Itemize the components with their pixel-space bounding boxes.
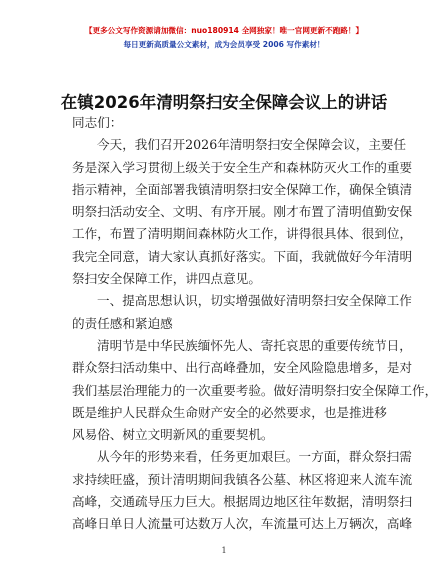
body-line: 祭扫安全保障工作，讲四点意见。	[72, 271, 261, 287]
body-line: 我们基层治理能力的一次重要考验。做好清明祭扫安全保障工作，	[72, 382, 438, 398]
body-line: 群众祭扫活动集中、出行高峰叠加，安全风险隐患增多，是对	[72, 360, 413, 376]
body-line: 高峰日单日人流量可达数万人次，车流量可达上万辆次，高峰	[72, 516, 413, 532]
body-line: 指示精神，全面部署我镇清明祭扫安全保障工作，确保全镇清	[72, 181, 413, 197]
body-line: 清明节是中华民族缅怀先人、寄托哀思的重要传统节日，	[97, 337, 412, 353]
body-line: 从今年的形势来看，任务更加艰巨。一方面，群众祭扫需	[97, 449, 412, 465]
page-number: 1	[221, 546, 227, 555]
body-line: 风易俗、树立文明新风的重要契机。	[72, 427, 274, 443]
body-line: 今天，我们召开2026年清明祭扫安全保障会议，主要任	[97, 137, 407, 153]
body-line: 求持续旺盛，预计清明期间我镇各公墓、林区将迎来人流车流	[72, 471, 413, 487]
document-title: 在镇2026年清明祭扫安全保障会议上的讲话	[60, 93, 388, 112]
document-body	[72, 112, 438, 536]
body-line: 务是深入学习贯彻上级关于安全生产和森林防灭火工作的重要	[72, 159, 413, 175]
body-line: 高峰，交通疏导压力巨大。根据周边地区往年数据，清明祭扫	[72, 494, 413, 510]
body-line: 工作，布置了清明期间森林防火工作，讲得很具体、很到位，	[72, 226, 413, 242]
section-heading-line: 的责任感和紧迫感	[72, 315, 173, 331]
promo-banner-line-1: 【更多公文写作资源请加微信：nuo180914 全网独家！唯一官网更新不跑路！】	[84, 26, 364, 35]
salutation: 同志们：	[72, 115, 123, 130]
section-heading-line: 一、提高思想认识，切实增强做好清明祭扫安全保障工作	[97, 293, 412, 309]
body-line: 既是维护人民群众生命财产安全的必然要求，也是推进移	[72, 404, 387, 420]
body-line: 明祭扫活动安全、文明、有序开展。刚才布置了清明值勤安保	[72, 204, 413, 220]
body-line: 我完全同意，请大家认真抓好落实。下面，我就做好今年清明	[72, 248, 413, 264]
promo-banner-line-2: 每日更新高质量公文素材，成为会员享受 2006 写作素材！	[123, 40, 325, 49]
